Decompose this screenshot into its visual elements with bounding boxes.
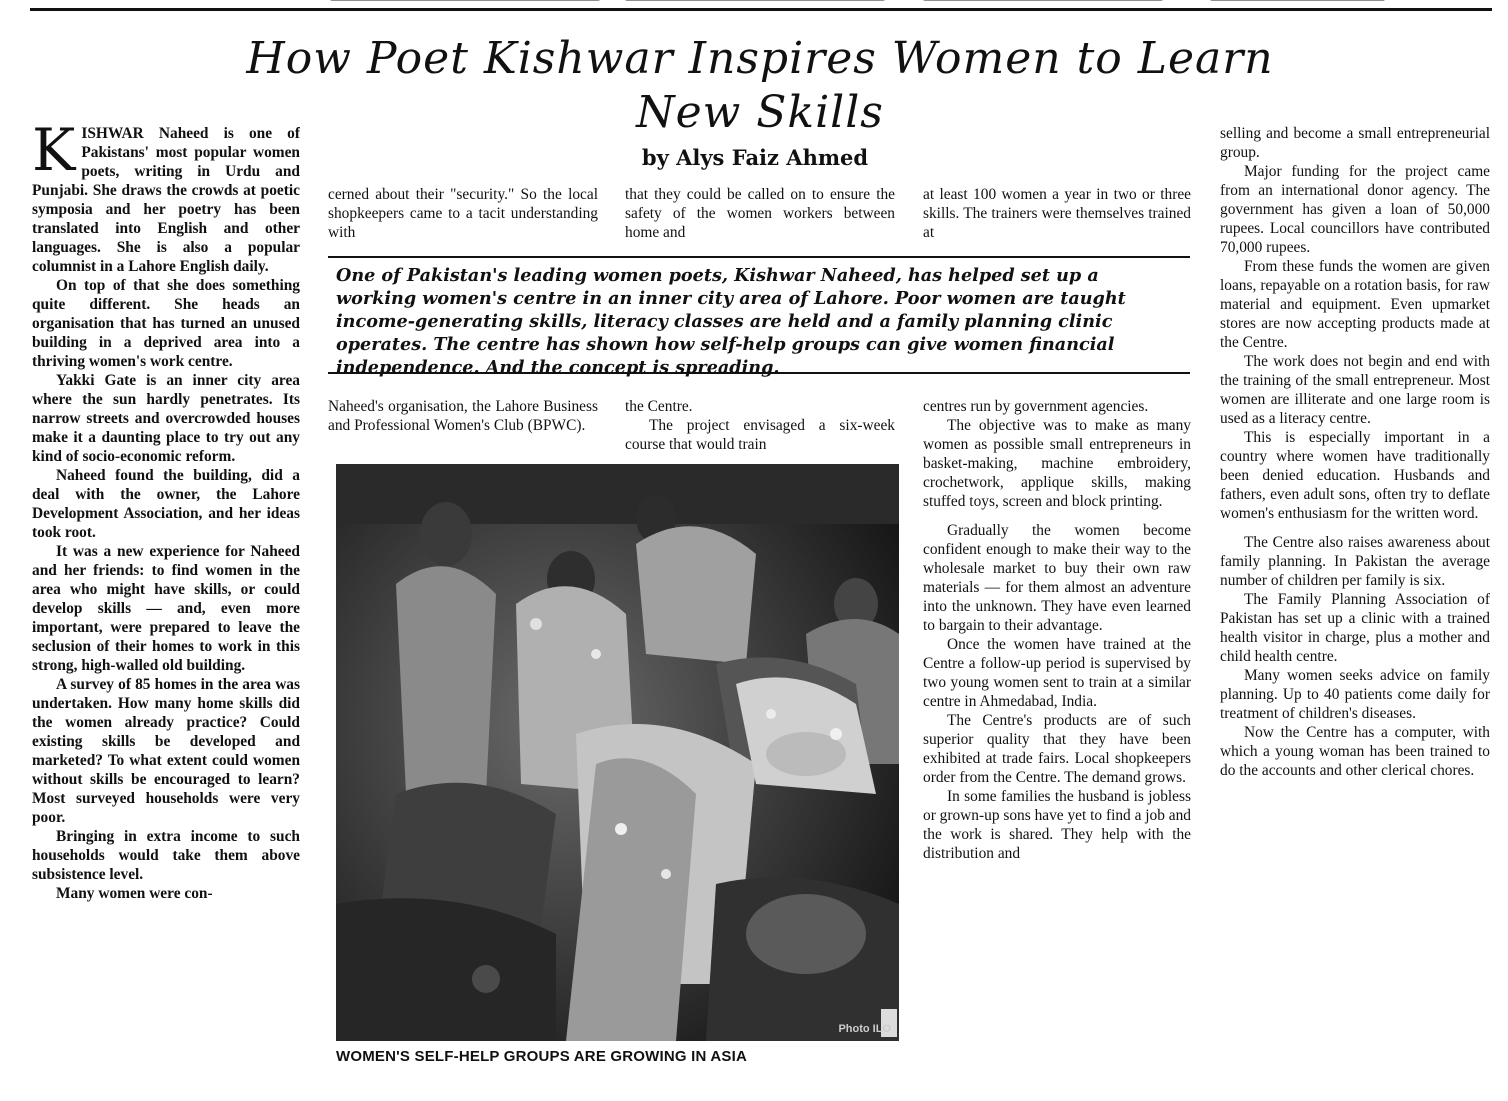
column-3-bottom <box>625 397 895 455</box>
cropped-text-fragment <box>625 0 885 1</box>
column-5 <box>1220 124 1490 1074</box>
photo-illustration <box>336 464 899 1041</box>
news-photo <box>336 464 899 1041</box>
drop-cap: K <box>32 124 76 184</box>
headline: How Poet Kishwar Inspires Women to Learn New Skills <box>246 33 1274 138</box>
paragraph: The project envisaged a six-week course that would train <box>625 417 895 453</box>
column-3-top <box>625 185 895 243</box>
column-1 <box>32 124 300 1074</box>
cropped-text-fragment <box>1210 0 1385 1</box>
paragraph: Naheed found the building, did a deal with the owner, the Lahore Development Association, and her ideas took root. <box>32 467 300 541</box>
paragraph: Bringing in extra income to such households would take them above subsistence level. <box>32 828 300 883</box>
paragraph: The work does not begin and end with the training of the small entrepreneur. Most women are illiterate and one large room is used as a literacy centre. <box>1220 353 1490 427</box>
photo-caption: WOMEN'S SELF-HELP GROUPS ARE GROWING IN ASIA <box>336 1048 747 1065</box>
column-4-top <box>923 185 1191 243</box>
paragraph: On top of that she does something quite different. She heads an organisation that has turned an unused building in a deprived area into a thriving women's work centre. <box>32 277 300 370</box>
paragraph: Many women seeks advice on family planning. Up to 40 patients come daily for treatment of children's diseases. <box>1220 667 1490 722</box>
photo-credit: Photo ILO <box>838 1023 891 1035</box>
cropped-text-fragment <box>923 0 1163 1</box>
paragraph: the Centre. <box>625 398 693 415</box>
paragraph: Once the women have trained at the Centre a follow-up period is supervised by two young women sent to train at a similar centre in Ahmedabad, India. <box>923 636 1191 710</box>
paragraph: The objective was to make as many women as possible small entrepreneurs in basket-making, machine embroidery, crochetwork, applique skills, making stuffed toys, screen and block printing. <box>923 417 1191 510</box>
paragraph: The Family Planning Association of Pakistan has set up a clinic with a trained health visitor in charge, plus a mother and child health centre. <box>1220 591 1490 665</box>
cropped-text-fragment <box>330 0 600 1</box>
paragraph: at least 100 women a year in two or three skills. The trainers were themselves trained at <box>923 186 1191 241</box>
paragraph: Yakki Gate is an inner city area where the sun hardly penetrates. Its narrow streets and overcrowded houses make it a daunting place to try out any kind of socio-economic reform. <box>32 372 300 465</box>
paragraph: Gradually the women become confident enough to make their way to the wholesale market to buy their own raw materials — for them almost an adventure into the unknown. They have even learned to bargain to their advantage. <box>923 522 1191 634</box>
paragraph: From these funds the women are given loans, repayable on a rotation basis, for raw material and equipment. Even upmarket stores are now accepting products made at the Centre. <box>1220 258 1490 351</box>
top-rule <box>30 8 1492 11</box>
paragraph: This is especially important in a country where women have traditionally been denied education. Husbands and fathers, even adult sons, often try to deflate women's enthusiasm for the written word. <box>1220 429 1490 522</box>
paragraph: Naheed's organisation, the Lahore Business and Professional Women's Club (BPWC). <box>328 398 598 434</box>
column-2-bottom <box>328 397 598 455</box>
paragraph: A survey of 85 homes in the area was undertaken. How many home skills did the women already practice? Could existing skills be developed and marketed? To what extent could women without skills be encouraged to learn? Most surveyed households were very poor. <box>32 676 300 826</box>
paragraph: selling and become a small entrepreneurial group. <box>1220 125 1490 161</box>
column-2-top <box>328 185 598 243</box>
paragraph: Now the Centre has a computer, with which a young woman has been trained to do the accounts and other clerical chores. <box>1220 724 1490 779</box>
paragraph: cerned about their "security." So the local shopkeepers came to a tacit understanding with <box>328 186 598 241</box>
paragraph: Many women were con- <box>56 885 213 902</box>
paragraph: Major funding for the project came from an international donor agency. The government has given a loan of 50,000 rupees. Local councillors have contributed 70,000 rupees. <box>1220 163 1490 256</box>
byline: by Alys Faiz Ahmed <box>641 145 869 170</box>
column-4-bottom <box>923 397 1191 1077</box>
paragraph: The Centre's products are of such superior quality that they have been exhibited at trade fairs. Local shopkeepers order from the Centre. The demand grows. <box>923 712 1191 786</box>
paragraph: ISHWAR Naheed is one of Pakistans' most popular women poets, writing in Urdu and Punjabi. She draws the crowds at poetic symposia and her poetry has been translated into English and other languages. She is also a popular columnist in a Lahore English daily. <box>32 125 300 275</box>
standfirst: One of Pakistan's leading women poets, Kishwar Naheed, has helped set up a working women's centre in an inner city area of Lahore. Poor women are taught income-generating skills, literacy classes are held and a family planning clinic operates. The centre has shown how self-help groups can give women financial independence. And the concept is spreading. <box>328 256 1190 374</box>
paragraph: In some families the husband is jobless or grown-up sons have yet to find a job and the work is shared. They help with the distribution and <box>923 788 1191 862</box>
paragraph: that they could be called on to ensure the safety of the women workers between home and <box>625 186 895 241</box>
paragraph: It was a new experience for Naheed and her friends: to find women in the area who might have skills, or could develop skills — and, even more important, were prepared to leave the seclusion of their homes to work in this strong, high-walled old building. <box>32 543 300 674</box>
paragraph: The Centre also raises awareness about family planning. In Pakistan the average number of children per family is six. <box>1220 534 1490 589</box>
paragraph: centres run by government agencies. <box>923 398 1149 415</box>
